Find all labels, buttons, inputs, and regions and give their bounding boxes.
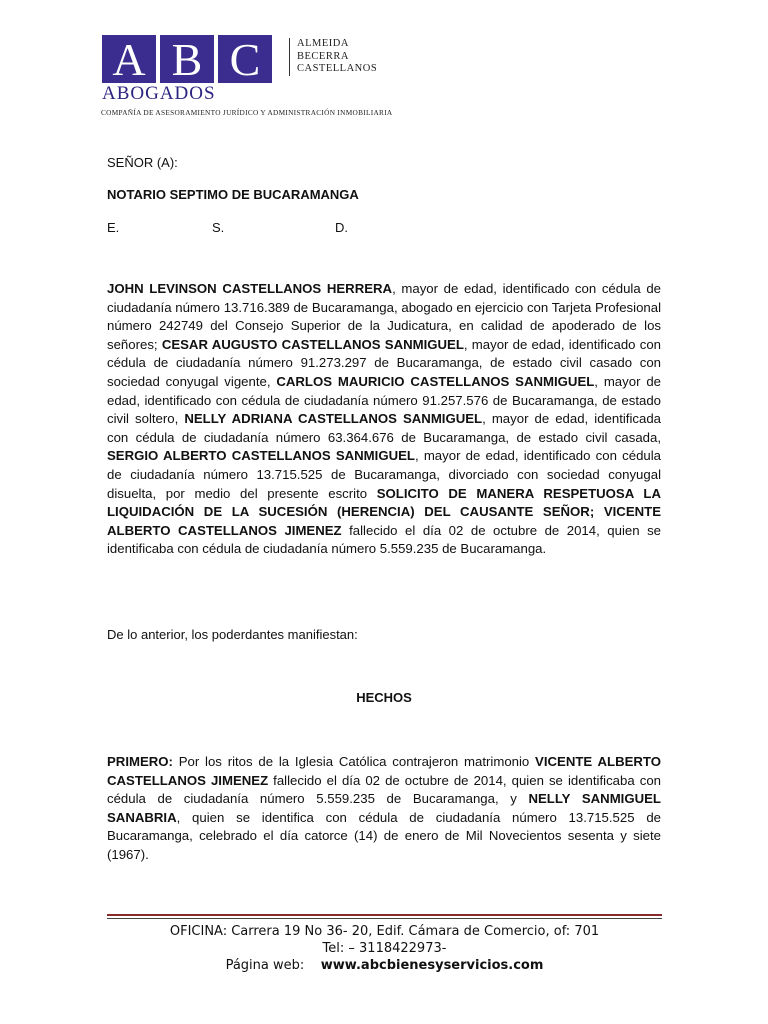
bold-text: NELLY ADRIANA CASTELLANOS SANMIGUEL: [184, 411, 483, 427]
footer-office: OFICINA: Carrera 19 No 36- 20, Edif. Cámara de Comercio, of: 701: [169, 924, 600, 939]
bold-text: NELLY SANMIGUEL SANABRIA: [107, 791, 661, 825]
logo-letter-b: B: [160, 35, 214, 83]
text: , mayor de edad, identificado con cédula de ciudadanía número 13.716.389 de Bucaramanga, abogado en ejercicio con Tarjeta Profesional número 242749 del Consejo Superior de la Judicatura, en calidad de apoderado de los señores;: [107, 281, 661, 352]
salutation: SEÑOR (A):: [107, 155, 178, 170]
firm-name-2: BECERRA: [297, 50, 349, 62]
footer-web: [107, 957, 662, 974]
text: , quien se identifica con cédula de ciudadanía número 13.715.525 de Bucaramanga, celebrado el día catorce (14) de enero de Mil Novecientos sesenta y siete (1967).: [107, 809, 661, 862]
logo-word: ABOGADOS: [102, 83, 216, 104]
bold-text: SERGIO ALBERTO CASTELLANOS SANMIGUEL: [107, 448, 415, 464]
firm-logo: [102, 35, 272, 104]
text: fallecido el día 02 de octubre de 2014, quien se identificaba con cédula de ciudadanía número 5.559.235 de Bucaramanga.: [107, 522, 661, 557]
logo-letter-a: A: [102, 35, 156, 83]
footer-web-label: Página web:: [225, 958, 305, 973]
recipient: NOTARIO SEPTIMO DE BUCARAMANGA: [107, 187, 359, 202]
text: , mayor de edad, identificado con cédula de ciudadanía número 91.273.297 de Bucaramanga, de estado civil casado con sociedad conyugal vigente,: [107, 336, 661, 389]
footer-rule-bottom: [107, 918, 662, 919]
firm-names: [289, 38, 377, 76]
footer-rule-top: [107, 914, 662, 916]
bold-text: JOHN LEVINSON CASTELLANOS HERRERA: [107, 281, 393, 296]
firm-name-1: ALMEIDA: [297, 38, 349, 49]
text: , mayor de edad, identificado con cédula de ciudadanía número 91.257.576 de Bucaramanga, de estado civil soltero,: [107, 373, 661, 427]
esd-line: [107, 220, 407, 236]
text: , mayor de edad, identificada con cédula de ciudadanía número 63.364.676 de Bucaramanga, de estado civil casada,: [107, 411, 661, 445]
bold-text: CESAR AUGUSTO CASTELLANOS SANMIGUEL: [161, 336, 464, 352]
esd-d: D.: [335, 220, 348, 235]
text: fallecido el día 02 de octubre de 2014, quien se identificaba con cédula de ciudadanía número 5.559.235 de Bucaramanga, y: [107, 772, 661, 807]
bold-text: VICENTE ALBERTO CASTELLANOS JIMENEZ: [107, 754, 662, 788]
bold-text: CARLOS MAURICIO CASTELLANOS SANMIGUEL: [276, 373, 595, 389]
logo-tiles: [102, 35, 272, 83]
firm-tagline: COMPAÑÍA DE ASESORAMIENTO JURÍDICO Y ADMINISTRACIÓN INMOBILIARIA: [101, 108, 393, 117]
firm-name-3: CASTELLANOS: [297, 63, 378, 74]
body-paragraph: [107, 280, 661, 559]
bold-text: SOLICITO DE MANERA RESPETUOSA LA LIQUIDACIÓN DE LA SUCESIÓN (HERENCIA) DEL CAUSANTE SEÑOR; VICENTE ALBERTO CASTELLANOS JIMENEZ: [107, 485, 661, 538]
text: Por los ritos de la Iglesia Católica contrajeron matrimonio: [172, 754, 536, 769]
intro-line: De lo anterior, los poderdantes manifiestan:: [107, 627, 358, 642]
section-title: HECHOS: [356, 690, 412, 705]
esd-s: S.: [212, 220, 225, 235]
esd-e: E.: [107, 220, 120, 235]
footer-web-url[interactable]: www.abcbienesyservicios.com: [320, 958, 544, 973]
text: , mayor de edad, identificado con cédula de ciudadanía número 13.715.525 de Bucaramanga, divorciado con sociedad conyugal disuelta, por medio del presente escrito: [107, 448, 661, 501]
logo-letter-c: C: [218, 35, 272, 83]
first-clause: [107, 753, 661, 865]
bold-text: PRIMERO:: [107, 754, 173, 769]
footer-phone: Tel: – 3118422973-: [322, 941, 447, 956]
